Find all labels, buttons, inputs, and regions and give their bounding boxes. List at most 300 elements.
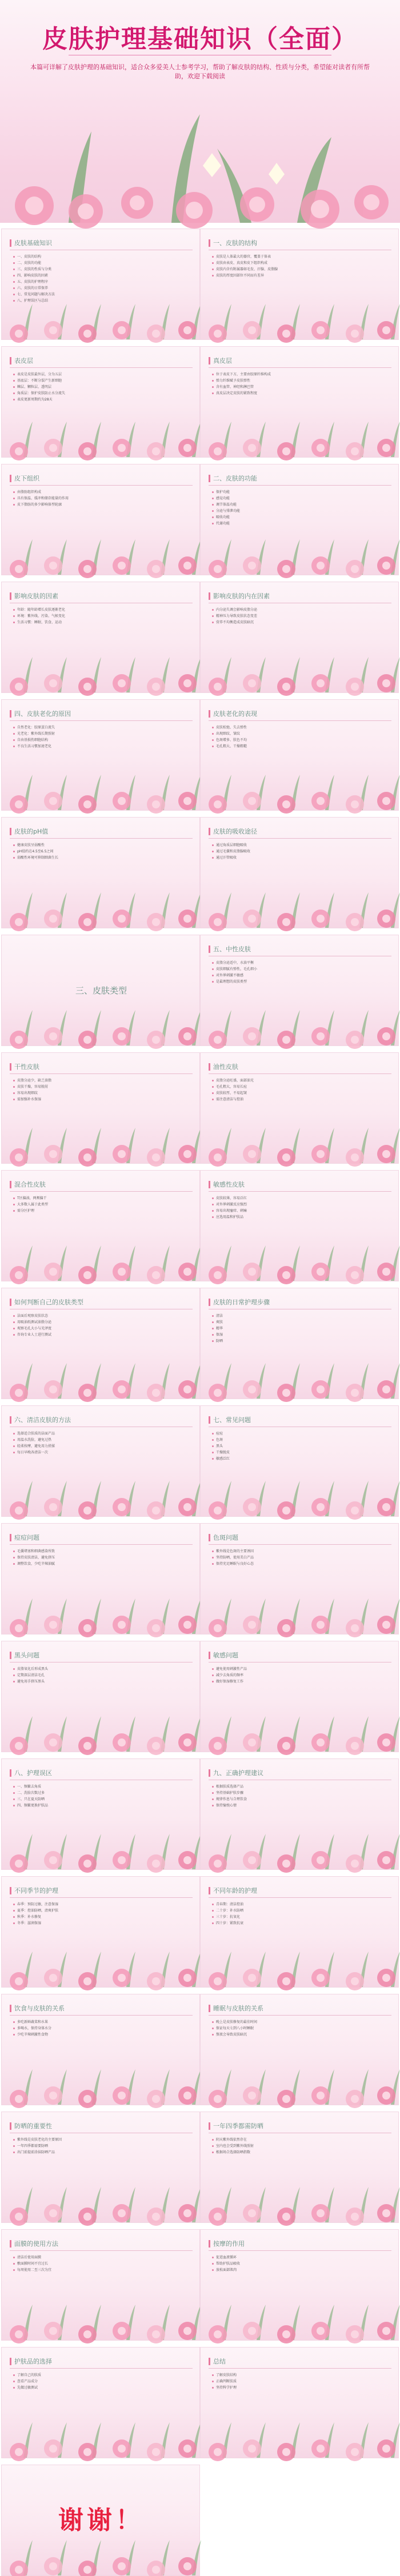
slide-bullet: 年龄：随年龄增长皮肤逐渐老化	[13, 607, 190, 612]
slide-card	[200, 2347, 399, 2458]
slide-bullet: 轻柔按摩，避免用力搓揉	[13, 1444, 190, 1449]
slide-card	[200, 1405, 399, 1517]
slide-card	[200, 1170, 399, 1281]
slide-bullet: 多喝水，保持身体水分	[13, 2026, 190, 2031]
title-accent-bar	[10, 2005, 11, 2012]
title-accent-bar	[10, 1299, 11, 1306]
slide-title: 敏感问题	[213, 1652, 238, 1659]
slide-bullet: 内分泌失调会影响皮脂分泌	[212, 607, 389, 612]
slide-bullet: 查看产品成分	[13, 2379, 190, 2384]
slide-divider	[10, 2368, 193, 2369]
slide-title: 八、护理误区	[14, 1769, 52, 1777]
slide-bullet: 保持充足睡眠与良好心态	[212, 1561, 389, 1567]
title-accent-bar	[209, 475, 210, 482]
slide-bullet: 保持愉悦心情	[212, 1803, 389, 1808]
slide-bullet: 选择适合肤质的洁面产品	[13, 1431, 190, 1436]
title-accent-bar	[10, 1063, 11, 1071]
slide-divider	[10, 720, 193, 721]
slide-bullet-list	[212, 2255, 389, 2274]
slide-title: 二、皮肤的功能	[213, 475, 257, 482]
slide-bullet: 青春期：清洁控油	[212, 1902, 389, 1907]
slide-bullet: 色斑	[212, 1437, 389, 1443]
flower-decoration	[2, 2177, 201, 2222]
title-accent-bar	[10, 1769, 11, 1777]
slide-bullet: 多吃新鲜蔬菜和水果	[13, 2020, 190, 2025]
slide-bullet-list	[13, 2255, 190, 2274]
title-accent-bar	[10, 475, 11, 482]
slide-card	[1, 2465, 200, 2576]
title-accent-bar	[10, 1887, 11, 1894]
slide-title: 四、皮肤老化的原因	[14, 710, 71, 718]
flower-decoration	[2, 1000, 201, 1045]
slide-bullet: 二十岁：补水防晒	[212, 1908, 389, 1913]
slide-divider	[209, 2015, 391, 2016]
slide-bullet: 先做过敏测试	[13, 2385, 190, 2390]
slide-card	[200, 1288, 399, 1399]
slide-bullet: 需加强补水保湿	[13, 1097, 190, 1102]
title-accent-bar	[209, 1063, 210, 1071]
slide-bullet: 正确判断肤质	[212, 2379, 389, 2384]
slide-bullet-list	[13, 843, 190, 862]
slide-divider	[10, 2015, 193, 2016]
slide-card	[1, 1288, 200, 1399]
slide-bullet: 根据场合选择防晒指数	[212, 2150, 389, 2155]
slide-title: 七、常见问题	[213, 1416, 251, 1424]
slide-bullet-list	[212, 1784, 389, 1809]
slide-bullet: 黑头	[212, 1444, 389, 1449]
slide-bullet: 冬季：滋润保湿	[13, 1921, 190, 1926]
slide-bullet: 夏季：控油防晒，清爽护肤	[13, 1908, 190, 1913]
slide-bullet: 真皮层决定皮肤的紧致程度	[212, 391, 389, 396]
slide-bullet: 角质层：保护皮肤防止水分流失	[13, 391, 190, 396]
title-accent-bar	[209, 828, 210, 835]
slide-bullet: 弹力纤维赋予皮肤弹性	[212, 378, 389, 383]
slide-bullet: 三、只在夏天防晒	[13, 1797, 190, 1802]
flower-decoration	[201, 529, 399, 575]
slide-bullet: 健康皮肤呈弱酸性	[13, 843, 190, 848]
slide-card	[1, 229, 200, 340]
title-accent-bar	[209, 946, 210, 953]
slide-title: 皮肤的吸收途径	[213, 828, 257, 835]
slide-card	[200, 935, 399, 1046]
slide-bullet: 精华	[212, 1326, 389, 1331]
slide-bullet: 防晒	[212, 1339, 389, 1344]
slide-bullet: 皮脂分泌适中，水油平衡	[212, 960, 389, 966]
title-accent-bar	[10, 1534, 11, 1541]
slide-bullet: 爽肤	[212, 1320, 389, 1325]
slide-card	[1, 1876, 200, 1988]
title-accent-bar	[10, 239, 11, 247]
slide-bullet: 避免使用刺激性产品	[212, 1666, 389, 1672]
slide-bullet: 是最理想的皮肤类型	[212, 979, 389, 984]
slide-bullet: 皮脂氧化后形成黑头	[13, 1666, 190, 1672]
flower-decoration	[2, 2059, 201, 2105]
slide-card	[200, 1758, 399, 1870]
slide-divider	[209, 485, 391, 486]
slide-bullet: 营养不均衡造成皮肤暗沉	[212, 620, 389, 625]
slide-card	[200, 1523, 399, 1634]
slide-bullet-list	[13, 1431, 190, 1456]
slide-bullet: 四、影响皮肤的因素	[13, 273, 190, 278]
slide-bullet: 毛孔粗大、干燥粗糙	[212, 744, 389, 749]
slide-bullet: 三十岁：抗氧化	[212, 1914, 389, 1920]
slide-bullet: 通过角质层细胞吸收	[212, 843, 389, 848]
flower-decoration	[2, 2412, 201, 2458]
slide-title: 按摩的作用	[213, 2240, 245, 2248]
slide-bullet: 敷面膜时间不宜过长	[13, 2261, 190, 2266]
title-accent-bar	[209, 1652, 210, 1659]
slide-bullet: 每日早晚各清洁一次	[13, 1450, 190, 1455]
slide-title: 真皮层	[213, 357, 232, 364]
slide-divider	[10, 1191, 193, 1192]
slide-bullet-list	[13, 1902, 190, 1927]
slide-title: 皮下组织	[14, 475, 39, 482]
slide-bullet-list	[212, 254, 389, 279]
slide-bullet: 环境：紫外线、污染、气候变化	[13, 614, 190, 619]
slide-bullet-list	[212, 1078, 389, 1103]
slide-bullet: 二、皮肤的功能	[13, 261, 190, 266]
slide-title: 面膜的使用方法	[14, 2240, 58, 2248]
slide-bullet: 紫外线是皮肤老化的主要原因	[13, 2137, 190, 2142]
slide-card	[1, 699, 200, 811]
slide-title: 九、正确护理建议	[213, 1769, 263, 1777]
flower-decoration	[2, 1235, 201, 1281]
slide-title: 影响皮肤的因素	[14, 592, 58, 600]
slide-bullet-list	[212, 1666, 389, 1685]
flower-decoration	[2, 1353, 201, 1399]
slide-bullet-list	[212, 607, 389, 626]
slide-card	[200, 229, 399, 340]
slide-card	[200, 582, 399, 693]
slide-bullet: 需分区护理	[13, 1208, 190, 1213]
slide-bullet: 皮下脂肪的多少影响体型轮廓	[13, 502, 190, 507]
slide-bullet-list	[212, 843, 389, 862]
title-accent-bar	[10, 828, 11, 835]
slide-bullet-list	[212, 1196, 389, 1221]
slide-bullet: 棘层、颗粒层、透明层	[13, 384, 190, 390]
slide-bullet: T区偏油，两颊偏干	[13, 1196, 190, 1201]
hero-banner	[0, 0, 400, 223]
slide-title: 不同年龄的护理	[213, 1887, 257, 1894]
slide-bullet: 少吃辛辣刺激性食物	[13, 2032, 190, 2037]
slide-bullet-list	[212, 1902, 389, 1927]
slide-title: 睡眠与皮肤的关系	[213, 2005, 263, 2012]
slide-title: 油性皮肤	[213, 1063, 238, 1071]
slide-bullet: 秋季：补水修复	[13, 1914, 190, 1920]
slide-title: 防晒的重要性	[14, 2122, 52, 2130]
slide-title: 三、皮肤类型	[75, 985, 127, 996]
slide-bullet: 出门前提前涂抹防晒产品	[13, 2150, 190, 2155]
title-accent-bar	[209, 239, 210, 247]
slide-bullet: 保证每天七到八小时睡眠	[212, 2026, 389, 2031]
slide-title: 色斑问题	[213, 1534, 238, 1541]
slide-bullet: 吸收功能	[212, 515, 389, 520]
slide-title: 皮肤基础知识	[14, 239, 52, 247]
slide-bullet: 对外界刺激反应强烈	[212, 1202, 389, 1207]
slide-bullet: 了解皮肤结构	[212, 2373, 389, 2378]
slide-bullet: 坚持基础护肤步骤	[212, 1790, 389, 1796]
slide-card	[200, 1052, 399, 1164]
title-accent-bar	[209, 1887, 210, 1894]
slide-bullet: 清洁	[212, 1313, 389, 1319]
slide-bullet: 坚持防晒，使用美白产品	[212, 1555, 389, 1560]
slide-bullet: 精神压力导致皮肤状态变差	[212, 614, 389, 619]
slide-bullet: 用吸油纸测试油脂分泌	[13, 1320, 190, 1325]
title-accent-bar	[209, 2358, 210, 2365]
slide-bullet: 对外界刺激不敏感	[212, 973, 389, 978]
slide-card	[1, 935, 200, 1046]
slide-bullet: 保持皮肤清洁，避免挤压	[13, 1555, 190, 1560]
slide-title: 一年四季都需防晒	[213, 2122, 263, 2130]
slide-card	[1, 2229, 200, 2341]
slide-bullet: 弱酸性环境可抑制细菌生长	[13, 855, 190, 860]
slide-bullet: 一、频繁去角质	[13, 1784, 190, 1789]
slide-bullet: 室内也会受到紫外线照射	[212, 2144, 389, 2149]
slide-bullet: 感觉功能	[212, 496, 389, 501]
slide-card	[200, 817, 399, 928]
slide-bullet: 色斑增多、肤色不均	[212, 738, 389, 743]
flower-decoration	[201, 1706, 399, 1752]
slide-bullet: 敏感泛红	[212, 1456, 389, 1461]
slide-bullet: 需注意清洁与控油	[212, 1097, 389, 1102]
slide-card	[1, 1523, 200, 1634]
slide-divider	[10, 838, 193, 839]
flower-decoration	[2, 882, 201, 928]
slide-bullet: 八、护理误区与总结	[13, 298, 190, 303]
slide-bullet-list	[212, 960, 389, 985]
flower-decoration	[201, 294, 399, 339]
slide-bullet: 六、皮肤的日常保养	[13, 286, 190, 291]
flower-decoration	[2, 411, 201, 457]
slide-bullet: 避免用手挤压黑头	[13, 1679, 190, 1684]
flower-decoration	[2, 1588, 201, 1634]
slide-bullet: 保护功能	[212, 490, 389, 495]
flower-decoration	[0, 80, 400, 223]
slide-bullet: 皮肤松弛、失去弹性	[212, 725, 389, 730]
slide-bullet: 通过毛囊和皮脂腺吸收	[212, 849, 389, 854]
slide-bullet: 毛囊堵塞和细菌感染所致	[13, 1549, 190, 1554]
slide-card	[1, 817, 200, 928]
slide-bullet: 了解自己的肤质	[13, 2373, 190, 2378]
flower-decoration	[2, 2530, 201, 2575]
slide-bullet: 容易出现瘙痒、刺痛	[212, 1208, 389, 1213]
slide-bullet: 表皮是皮肤最外层，分为五层	[13, 372, 190, 377]
slide-divider	[209, 1191, 391, 1192]
slide-bullet: 通过汗管吸收	[212, 855, 389, 860]
slide-bullet: 皮肤细腻有弹性，毛孔细小	[212, 967, 389, 972]
slide-title: 黑头问题	[14, 1652, 39, 1659]
slide-bullet: 皮肤由表皮、真皮和皮下组织构成	[212, 261, 389, 266]
slide-bullet: 三、皮肤的性质与分类	[13, 267, 190, 272]
slide-bullet: 具有保温、缓冲和储存能量的作用	[13, 496, 190, 501]
slide-bullet: 生活习惯：睡眠、饮食、运动	[13, 620, 190, 625]
slide-title: 不同季节的护理	[14, 1887, 58, 1894]
slide-bullet: 皮肤干燥，容易脱屑	[13, 1084, 190, 1089]
slide-card	[1, 2112, 200, 2223]
flower-decoration	[201, 764, 399, 810]
slide-bullet-list	[13, 372, 190, 403]
slide-bullet: 由脂肪组织构成	[13, 490, 190, 495]
slide-title: 饮食与皮肤的关系	[14, 2005, 65, 2012]
slide-bullet-list	[212, 490, 389, 527]
slide-divider	[10, 1897, 193, 1898]
flower-decoration	[2, 1824, 201, 1869]
slide-bullet: 阴天紫外线依然存在	[212, 2137, 389, 2142]
slide-card	[1, 1405, 200, 1517]
slide-bullet-list	[212, 725, 389, 750]
slide-bullet: 做好保湿修复工作	[212, 1679, 389, 1684]
slide-title: 一、皮肤的结构	[213, 239, 257, 247]
title-accent-bar	[10, 2358, 11, 2365]
flower-decoration	[201, 2412, 399, 2458]
slide-card	[1, 1758, 200, 1870]
slide-bullet-list	[13, 1313, 190, 1339]
slide-title: 护肤品的选择	[14, 2358, 52, 2365]
slide-bullet-list	[13, 2137, 190, 2156]
slide-divider	[209, 2368, 391, 2369]
flower-decoration	[2, 1941, 201, 1987]
slide-bullet: pH值约在4.5至6.5之间	[13, 849, 190, 854]
slide-title: 表皮层	[14, 357, 33, 364]
title-accent-bar	[10, 2122, 11, 2130]
flower-decoration	[201, 1941, 399, 1987]
page-title: 皮肤护理基础知识（全面）	[42, 25, 358, 54]
slide-bullet: 大多数人属于此类型	[13, 1202, 190, 1207]
flower-decoration	[2, 1706, 201, 1752]
slide-bullet: 五、皮肤的护理程序	[13, 279, 190, 285]
slide-bullet: 位于表皮下方，主要由胶原纤维构成	[212, 372, 389, 377]
slide-bullet: 不良生活习惯加速老化	[13, 744, 190, 749]
slide-bullet: 放松面部肌肉	[212, 2267, 389, 2273]
slide-title: 总结	[213, 2358, 226, 2365]
slide-bullet: 减少去角质的频率	[212, 1673, 389, 1678]
slide-card	[200, 1641, 399, 1752]
flower-decoration	[201, 411, 399, 457]
slide-bullet: 应选用温和护肤品	[212, 1215, 389, 1220]
slide-divider	[209, 720, 391, 721]
slide-card	[200, 2112, 399, 2223]
slide-bullet: 观察毛孔大小与光泽度	[13, 1326, 190, 1331]
slide-bullet: 清洁后使用面膜	[13, 2255, 190, 2260]
slide-title: 如何判断自己的皮肤类型	[14, 1299, 83, 1306]
slide-bullet-list	[13, 1196, 190, 1215]
slide-card	[200, 1994, 399, 2105]
slide-divider	[209, 367, 391, 368]
slide-bullet: 干燥脱皮	[212, 1450, 389, 1455]
title-accent-bar	[10, 2240, 11, 2248]
slide-bullet: 二、洗脸次数过多	[13, 1790, 190, 1796]
slide-bullet-list	[13, 607, 190, 626]
slide-card	[1, 1641, 200, 1752]
slide-bullet-list	[13, 2020, 190, 2038]
slide-bullet: 四十岁：紧致抗衰	[212, 1921, 389, 1926]
title-accent-bar	[10, 592, 11, 600]
title-accent-bar	[209, 592, 210, 600]
slide-bullet-list	[212, 2373, 389, 2391]
flower-decoration	[201, 1588, 399, 1634]
slide-title: 混合性皮肤	[14, 1181, 46, 1188]
slide-bullet: 一年四季都需要防晒	[13, 2144, 190, 2149]
flower-decoration	[201, 2177, 399, 2222]
slide-bullet: 皮肤内含有附属器如毛发、汗腺、皮脂腺	[212, 267, 389, 272]
slide-bullet: 皮脂分泌少，缺乏油脂	[13, 1078, 190, 1083]
flower-decoration	[2, 647, 201, 692]
flower-decoration	[201, 2059, 399, 2105]
slide-divider	[209, 2250, 391, 2251]
slide-card	[1, 464, 200, 575]
slide-divider	[10, 367, 193, 368]
slide-bullet-list	[13, 254, 190, 305]
slide-title: 皮肤老化的表现	[213, 710, 257, 718]
slide-bullet: 皮肤较薄，容易泛红	[212, 1196, 389, 1201]
title-accent-bar	[209, 1534, 210, 1541]
slide-title: 六、清洁皮肤的方法	[14, 1416, 71, 1424]
slide-title: 干性皮肤	[14, 1063, 39, 1071]
slide-bullet-list	[13, 490, 190, 508]
slide-bullet: 调节体温功能	[212, 502, 389, 507]
flower-decoration	[201, 1353, 399, 1399]
title-accent-bar	[10, 710, 11, 718]
title-accent-bar	[209, 1181, 210, 1188]
flower-decoration	[201, 882, 399, 928]
slide-bullet: 皮肤是人体最大的器官，覆盖于体表	[212, 254, 389, 259]
page-subtitle: 本篇可详解了皮肤护理的基础知识，适合众多爱美人士参考学习，帮助了解皮肤的结构、性质与分类，希望能对读者有所帮助，欢迎下载阅读	[30, 63, 370, 80]
slide-bullet-list	[13, 1784, 190, 1809]
flower-decoration	[201, 1471, 399, 1516]
title-accent-bar	[10, 1416, 11, 1424]
slide-bullet: 基底层：不断分裂产生新细胞	[13, 378, 190, 383]
slide-divider	[10, 485, 193, 486]
slide-bullet: 帮助护肤品吸收	[212, 2261, 389, 2266]
slide-card	[200, 2229, 399, 2341]
slide-bullet: 一、皮肤的结构	[13, 254, 190, 259]
slide-divider	[209, 838, 391, 839]
slide-card	[200, 1876, 399, 1988]
slide-bullet: 促进血液循环	[212, 2255, 389, 2260]
slide-divider	[10, 1073, 193, 1074]
flower-decoration	[201, 1235, 399, 1281]
slide-bullet: 春季：预防过敏，注意保湿	[13, 1902, 190, 1907]
slide-bullet: 毛孔粗大，容易长痘	[212, 1084, 389, 1089]
slide-card	[200, 699, 399, 811]
slide-divider	[209, 1897, 391, 1898]
slide-card	[1, 1994, 200, 2105]
title-accent-bar	[10, 357, 11, 364]
slide-bullet: 容易出现细纹	[13, 1091, 190, 1096]
slide-title: 谢谢！	[58, 2506, 144, 2535]
flower-decoration	[201, 1000, 399, 1045]
slide-bullet-list	[212, 2020, 389, 2038]
flower-decoration	[2, 2294, 201, 2340]
slide-bullet: 咨询专业人士进行测试	[13, 1332, 190, 1337]
title-accent-bar	[209, 710, 210, 718]
slide-bullet: 根据肤质选择产品	[212, 1784, 389, 1789]
slide-card	[200, 464, 399, 575]
slide-bullet: 自然老化：胶原蛋白流失	[13, 725, 190, 730]
slide-bullet-list	[212, 1549, 389, 1568]
flower-decoration	[201, 1117, 399, 1163]
slide-bullet: 定期深层清洁毛孔	[13, 1673, 190, 1678]
title-accent-bar	[209, 2240, 210, 2248]
slide-bullet: 表皮更新周期约为28天	[13, 397, 190, 402]
slide-bullet-list	[212, 1313, 389, 1345]
slide-bullet: 洁面后观察皮肤状态	[13, 1313, 190, 1319]
slide-bullet-list	[212, 372, 389, 397]
slide-bullet: 分泌与排泄功能	[212, 508, 389, 514]
slide-bullet: 含有血管、神经和淋巴管	[212, 384, 389, 390]
title-accent-bar	[209, 1769, 210, 1777]
slide-bullet: 七、常见问题与解决方法	[13, 292, 190, 297]
